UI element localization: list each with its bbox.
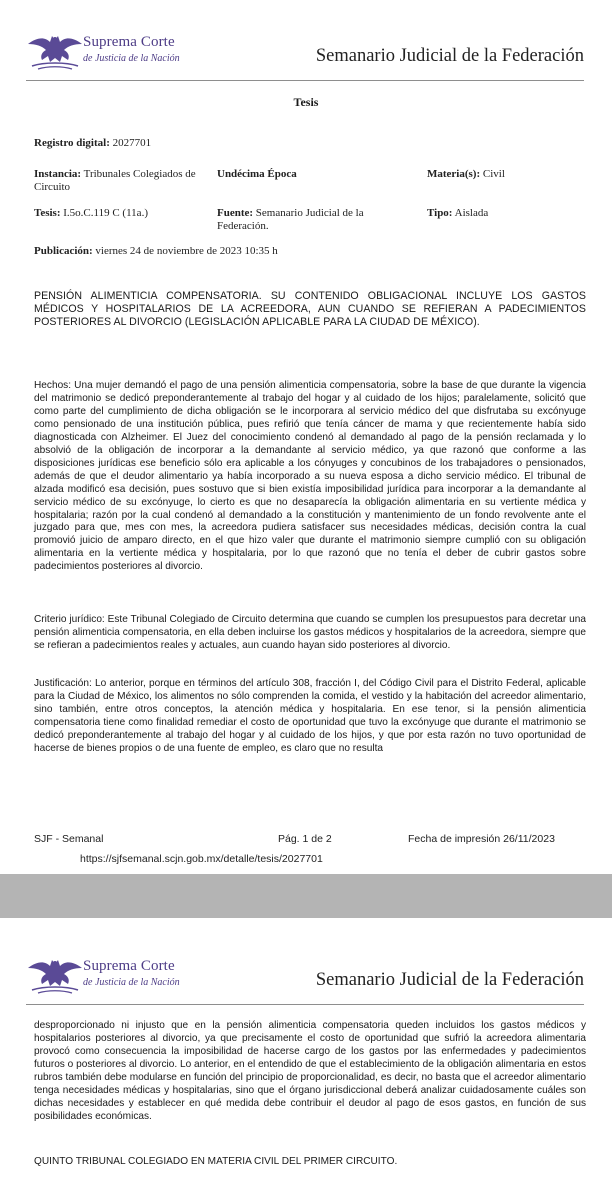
instancia-field: [34, 168, 210, 194]
instancia-value: Tribunales Colegiados de Circuito: [34, 168, 196, 193]
print-date: Fecha de impresión 26/11/2023: [408, 833, 555, 845]
criterio-paragraph: Criterio jurídico: Este Tribunal Colegiado de Circuito determina que cuando se cumplen los presupuestos para decretar una pensión alimenticia compensatoria, en ella deben incluirse los gastos médicos y hospitalarios de la acreedora, siempre que se refieran a padecimientos reales y actuales, aun cuando hayan sido posteriores al divorcio.: [34, 614, 586, 651]
tesis-value: I.5o.C.119 C (11a.): [63, 207, 148, 219]
tipo-label: Tipo:: [427, 207, 453, 219]
document-heading: Tesis: [293, 95, 319, 109]
instancia-label: Instancia:: [34, 168, 82, 180]
footer-publication: SJF - Semanal: [34, 833, 104, 845]
thesis-title: PENSIÓN ALIMENTICIA COMPENSATORIA. SU CONTENIDO OBLIGACIONAL INCLUYE LOS GASTOS MÉDICOS Y HOSPITALARIOS DE LA ACREEDORA, AUN CUANDO SE REFIERAN A PADECIMIENTOS POSTERIORES AL DIVORCIO (LEGISLACIÓN APLICABLE PARA LA CIUDAD DE MÉXICO).: [34, 290, 586, 329]
fuente-field: [217, 207, 397, 233]
tipo-field: [427, 207, 488, 220]
materia-label: Materia(s):: [427, 168, 481, 180]
registro-value: 2027701: [112, 137, 152, 149]
document-url[interactable]: https://sjfsemanal.scjn.gob.mx/detalle/tesis/2027701: [80, 853, 323, 865]
publicacion-row: [34, 245, 278, 258]
justificacion-paragraph: Justificación: Lo anterior, porque en términos del artículo 308, fracción I, del Código Civil para el Distrito Federal, aplicable para la Ciudad de México, los alimentos no sólo comprenden la comida, el vestido y la habitación del acreedor alimentario, sino también, entre otros conceptos, la atención médica y hospitalaria. En ese tenor, si la pensión alimenticia compensatoria tiene como finalidad remediar el costo de oportunidad que tuvo la excónyuge que durante el matrimonio se dedicó preponderantemente al trabajo del hogar y al cuidado de los hijos, y que por esta razón no tuvo oportunidad de hacerse de bienes propios o de una fuente de empleo, es claro que no resulta: [34, 678, 586, 754]
page-number: Pág. 1 de 2: [278, 833, 332, 845]
publication-title: Semanario Judicial de la Federación: [315, 46, 584, 66]
page-header: [26, 954, 584, 1006]
tribunal-signature: QUINTO TRIBUNAL COLEGIADO EN MATERIA CIVIL DEL PRIMER CIRCUITO.: [34, 1156, 398, 1167]
continuation-paragraph: desproporcionado ni injusto que en la pensión alimenticia compensatoria queden incluidos los gastos médicos y hospitalarios posteriores al divorcio, ya que precisamente el costo de oportunidad que sufrió la acreedora alimentaria provocó como consecuencia la imposibilidad de hacerse cargo de los gastos por las enfermedades y padecimientos futuros o posteriores al divorcio. Lo anterior, en el entendido de que el establecimiento de la obligación alimentaria en estos rubros también debe modularse en función del principio de proporcionalidad, es decir, no basta que el acreedor alimentario tenga necesidades médicas y hospitalarias, sino que el órgano jurisdiccional deberá analizar cuidadosamente cuáles son dichas necesidades y establecer en qué medida debe contribuir el deudor al pago de esos gastos, en función de sus posibilidades económicas.: [34, 1020, 586, 1122]
tesis-field: [34, 207, 148, 220]
tipo-value: Aislada: [454, 207, 489, 219]
page-separator: [0, 874, 612, 918]
fuente-value: Semanario Judicial de la Federación.: [217, 207, 364, 232]
eagle-seal-icon: [26, 954, 84, 994]
header-divider: [26, 1004, 584, 1005]
materia-value: Civil: [482, 168, 505, 180]
brand-subtitle: de Justicia de la Nación: [83, 977, 180, 988]
epoca-value: Undécima Época: [217, 168, 297, 180]
brand-name: Suprema Corte: [83, 958, 175, 974]
epoca-field: [217, 168, 297, 181]
page-header: [26, 30, 584, 82]
publicacion-value: viernes 24 de noviembre de 2023 10:35 h: [95, 245, 278, 257]
brand-subtitle: de Justicia de la Nación: [83, 53, 180, 64]
registro-label: Registro digital:: [34, 137, 110, 149]
tesis-label: Tesis:: [34, 207, 61, 219]
publicacion-label: Publicación:: [34, 245, 93, 257]
eagle-seal-icon: [26, 30, 84, 70]
hechos-paragraph: Hechos: Una mujer demandó el pago de una pensión alimenticia compensatoria, sobre la base de que durante la vigencia del matrimonio se dedicó preponderantemente al trabajo del hogar y al cuidado de los hijos; paralelamente, solicitó que como parte del cumplimiento de dicha obligación se le incorporara al servicio médico del que disfrutaba su excónyuge como pensionado de una institución pública, pues refirió que tenía cáncer de mama y que recientemente había sido diagnosticada con Alzheimer. El Juez del conocimiento condenó al demandado al pago de la pensión reclamada y lo absolvió de la obligación de incorporar a la demandante al servicio médico, ya que razonó que conforme a las disposiciones jurídicas ese beneficio sólo era aplicable a los cónyuges y concubinos de los trabajadores o pensionados, además de que el deudor alimentario ya había incorporado a su nueva esposa a dicho servicio médico. El tribunal de alzada modificó esa decisión, pues sostuvo que si bien existía imposibilidad jurídica para incorporar a la demandante al servicio médico de su excónyuge, lo cierto es que no desaparecía la obligación alimentaria en su vertiente médica y hospitalaria; razón por la cual condenó al demandado a la constitución y mantenimiento de un fondo revolvente ante el juzgado para que, mes con mes, la acreedora pudiera satisfacer sus necesidades médicas, decisión contra la cual promovió juicio de amparo directo, en el que hizo valer que durante el matrimonio siempre cumplió con su obligación alimentaria en la vertiente médica y hospitalaria, por lo que razonó que no tenía el deber de cubrir gastos sobre padecimientos posteriores al divorcio.: [34, 380, 586, 573]
document-page-2: [0, 918, 612, 1200]
materia-field: [427, 168, 505, 181]
header-divider: [26, 80, 584, 81]
publication-title: Semanario Judicial de la Federación: [315, 970, 584, 990]
fuente-label: Fuente:: [217, 207, 254, 219]
registro-row: [34, 137, 151, 150]
brand-name: Suprema Corte: [83, 34, 175, 50]
